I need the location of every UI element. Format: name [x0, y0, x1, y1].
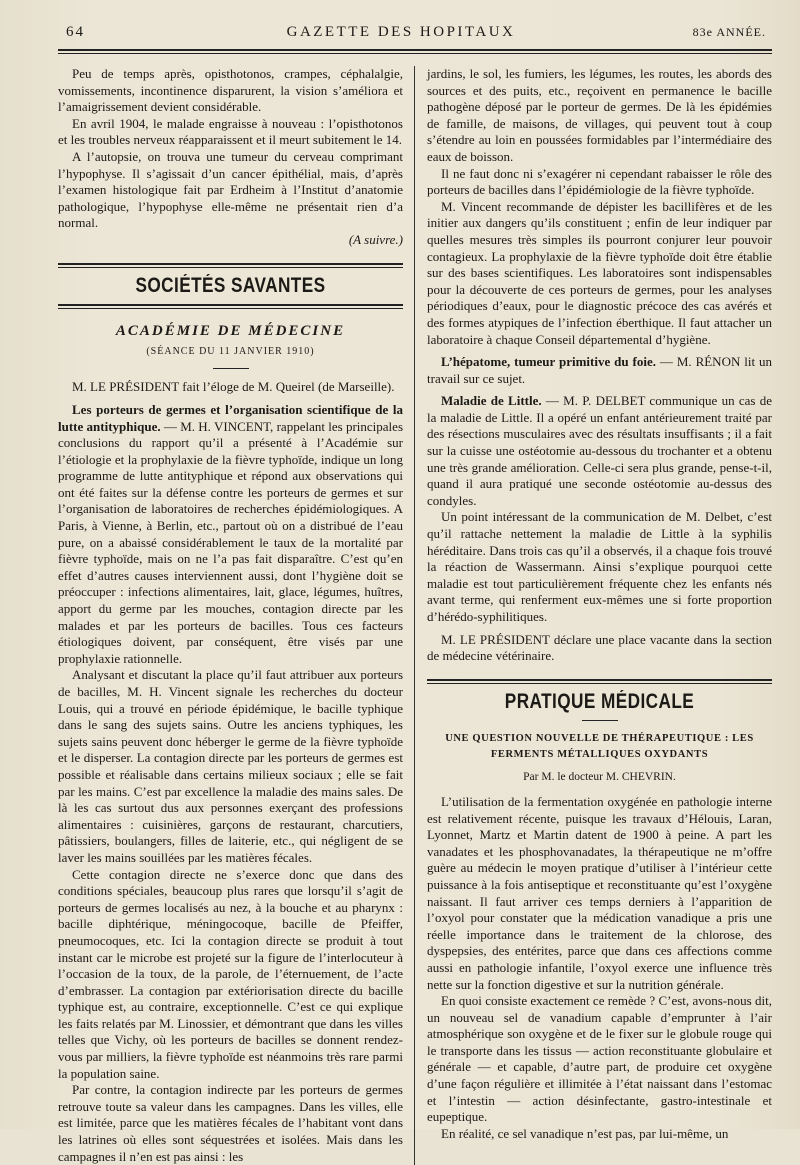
intro-paragraph-2: En avril 1904, le malade engraisse à nouveau : l’opisthotonos et les troubles nerveux réapparaissent et il meurt subitement le 14.	[58, 115, 403, 148]
article-paragraph-2: En quoi consiste exactement ce remède ? C’est, avons-nous dit, un nouveau sel de vanadium capable d’emprunter à l’air atmosphérique son oxygène et de le fixer sur le globule rouge qui le transporte dans les tissus — action reconstituante globulaire et générale — et capable, d’autre part, de produire cet oxygène d’une façon régulière et illimitée à l’état naissant dans l’estomac et l’intestin — action désinfectante, gastro-intestinale et eupeptique.	[427, 993, 772, 1125]
paragraph-vincent-recommande: M. Vincent recommande de dépister les bacillifères et de les initier aux dangers qu’ils constituent ; enfin de leur indiquer par quelles mesures très simples ils pourront conjurer leur pouvoir contagieux. La prophylaxie de la fièvre typhoïde doit être établie sur des bases scientifiques. Les laboratoires sont indispensables pour la découverte de ces porteurs de germes, pour les analyses périodiques d’eaux, pour le diagnostic précoce des cas avérés et des formes atypiques de l’infection éberthique. Il faut attacher un laboratoire à chaque Conseil départemental d’hygiène.	[427, 198, 772, 347]
little-title: Maladie de Little.	[441, 393, 542, 409]
section-title-pratique: PRATIQUE MÉDICALE	[504, 689, 695, 713]
running-head	[58, 24, 772, 49]
section-rule-bottom	[58, 304, 403, 309]
little-paragraph-2: Un point intéressant de la communication de M. Delbet, c’est qu’il rattache nettement la maladie de Little à la syphilis héréditaire. Dans trois cas qu’il a observés, il a chaque fois trouvé la réaction de Wassermann. Ainsi s’explique pourquoi cette maladie est tout particulièrement fréquente chez les enfants nés avant terme, qui renferment eux-mêmes une si forte proportion d’hérédo-syphilitiques.	[427, 509, 772, 624]
article-title: UNE QUESTION NOUVELLE DE THÉRAPEUTIQUE : LES FERMENTS MÉTALLIQUES OXYDANTS	[445, 733, 754, 761]
header-rule	[58, 49, 772, 54]
short-divider-2	[582, 720, 618, 721]
little-body: — M. P. DELBET communique un cas de la maladie de Little. Il a opéré un enfant antérieurement traité par des résections musculaires avec des résultats insuffisants ; il a fait sur la cuisse une ostéotomie au-dessous du trochanter et a obtenu une très grande amélioration. Celle-ci sera plus grande, pense-t-il, quand il aura pratiqué une seconde ostéotomie au-dessus des condyles.	[427, 393, 773, 508]
porteurs-body: — M. H. VINCENT, rappelant les principales conclusions du rapport qu’il a présenté à l’Académie sur l’étiologie et la prophylaxie de la fièvre typhoïde, indique un long programme de lutte antityphique et répond aux observations qui ont été faites sur la défense contre les porteurs de germes et sur l’organisation de laboratoires de recherches épidémiologiques. A Paris, à Vienne, à Berlin, etc., partout où on a distribué de l’eau pure, on a abaissé considérablement le taux de la mortalité par fièvre typhoïde, mais on ne l’a pas fait disparaître. C’est qu’en effet d’autres causes interviennent aussi, dont l’hygiène doit se préoccuper : infections alimentaires, lait, glace, légumes, huîtres, apport du germe par les mouches, contagion directe par les malades et par les porteurs de bacilles. Tous ces facteurs étiologiques doivent, par conséquent, être visés par une prophylaxie rationnelle.	[58, 418, 403, 666]
article-author: Par M. le docteur M. CHEVRIN.	[523, 771, 676, 784]
intro-paragraph-1: Peu de temps après, opisthotonos, crampes, céphalalgie, vomissements, incontinence disparurent, la vision s’améliora et l’amaigrissement devient considérable.	[58, 66, 403, 115]
page-number: 64	[66, 24, 85, 40]
paragraph-contagion: Cette contagion directe ne s’exerce donc que dans des conditions spéciales, beaucoup plus rares que lorsqu’il s’agit de porteurs de germes localisés au nez, à la bouche et au pharynx : bacille diphtérique, méningocoque, bacille de Pfeiffer, pneumocoques, etc. Ici la contagion directe se produit à tout instant car le microbe est projeté sur la figure de l’interlocuteur à l’occasion de la toux, de la parole, de l’éternuement, de l’acte d’embrasser. La contagion par extériorisation directe du bacille typhique est, au contraire, exceptionnelle. C’est ce qui explique les faits relatés par M. Linossier, et démontrant que dans les villes telles que Vichy, où les porteurs de bacilles se donnent rendez-vous par milliers, la fièvre typhoïde est néanmoins très rare parmi la population saine.	[58, 866, 403, 1081]
columns	[58, 66, 772, 1165]
paragraph-role-porteurs: Il ne faut donc ni s’exagérer ni cependant rabaisser le rôle des porteurs de bacilles dans l’épidémiologie de la fièvre typhoïde.	[427, 165, 772, 198]
academy-heading: ACADÉMIE DE MÉDECINE	[115, 323, 346, 340]
article-paragraph-1: L’utilisation de la fermentation oxygénée en pathologie interne est relativement récente, puisque les travaux d’Hélouis, Laran, Lyonnet, Martz et Martin datent de 1900 à peine. A part les vanadates et les phosphovanadates, la thérapeutique ne m’offre guère au médecin le moyen pratique d’utiliser à l’intérieur cette puissance à la fois antiseptique et reconstituante qu’est l’oxygène naissant. Il faut arriver ces temps derniers à l’apparition de l’oxyol pour constater que la médication vanadique a pris une réelle importance dans le traitement de la chlorose, des dyspepsies, des entérites, parce que dans ces affections comme aussi en pathologie infantile, l’oxyol exerce une influence très nette sur la fonction digestive et sur la nutrition générale.	[427, 793, 772, 992]
intro-paragraph-3: A l’autopsie, on trouva une tumeur du cerveau comprimant l’hypophyse. Il s’agissait d’un cancer épithélial, mais, d’après l’examen histologique fait par Erdheim à l’Institut d’anatomie pathologique, l’hypophyse elle-même ne présentait rien d’a normal.	[58, 148, 403, 231]
article-paragraph-3: En réalité, ce sel vanadique n’est pas, par lui-même, un	[441, 1125, 729, 1141]
president-vacancy: M. LE PRÉSIDENT déclare une place vacante dans la section de médecine vétérinaire.	[427, 631, 772, 664]
journal-year: 83e ANNÉE.	[692, 25, 766, 39]
paragraph-analysant: Analysant et discutant la place qu’il faut attribuer aux porteurs de bacilles, M. H. Vincent signale les recherches du docteur Louis, qui a trouvé en période épidémique, le bacille typhique dans le sang des sujets sains. Outre les anciens typhiques, les sujets sains peuvent donc héberger le germe de la fièvre typhoïde et le disperser. La contagion directe par les porteurs de germes est possible et réalisable dans certains milieux sociaux ; elle se fait par les mains. C’est par excellence la maladie des mains sales. De là les cas surtout dus aux personnes exerçant des professions alimentaires : cuisinières, garçons de restaurant, charcutiers, pâtissiers, boulangers, filles de laiterie, etc., qui négligent de se laver les mains souillées par les matières fécales.	[58, 667, 403, 865]
section-rule-top	[58, 263, 403, 268]
session-date: (SÉANCE DU 11 JANVIER 1910)	[146, 345, 315, 357]
left-column	[58, 66, 414, 1165]
section-title-societes: SOCIÉTÉS SAVANTES	[135, 273, 326, 297]
little-paragraph	[427, 393, 772, 509]
porteurs-title: Les porteurs de germes et l’organisation scientifique de la lutte antityphique.	[58, 401, 403, 434]
short-divider	[213, 368, 249, 369]
journal-title: GAZETTE DES HOPITAUX	[286, 24, 516, 40]
hepatome-title: L’hépatome, tumeur primitive du foie.	[441, 354, 656, 370]
president-eulogy: M. LE PRÉSIDENT fait l’éloge de M. Queirel (de Marseille).	[72, 379, 395, 395]
right-column	[414, 66, 772, 1165]
to-be-continued: (A suivre.)	[348, 231, 403, 247]
continuation-paragraph: jardins, le sol, les fumiers, les légumes, les routes, les abords des sources et des puits, etc., reçoivent en permanence le bacille pathogène déposé par le porteur de germes. De là les épidémies de famille, de maisons, de villages, qui peuvent tout à coup s’étendre au loin en poussées formidables par l’intermédiaire des eaux de boisson.	[427, 66, 772, 164]
section-rule-top-2	[427, 679, 772, 684]
hepatome-body: — M. RÉNON lit un travail sur ce sujet.	[427, 354, 773, 386]
paragraph-par-contre: Par contre, la contagion indirecte par les porteurs de germes retrouve toute sa valeur dans les campagnes. Dans les villes, elle est limitée, parce que les matières fécales de l’habitant vont dans les latrines où elles sont séquestrées et isolées. Mais dans les campagnes il n’en est pas ainsi : les	[58, 1082, 403, 1164]
hepatome-paragraph	[427, 354, 772, 387]
porteurs-paragraph	[58, 402, 403, 668]
